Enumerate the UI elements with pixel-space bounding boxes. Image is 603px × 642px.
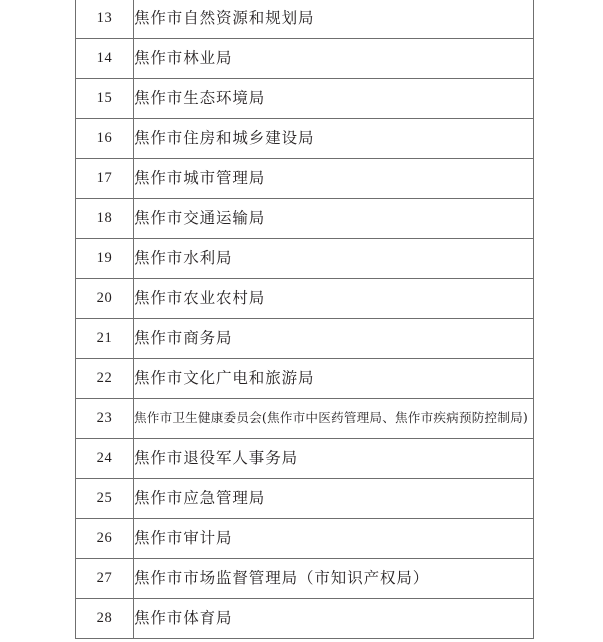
agency-name-cell [134,119,534,159]
agency-list-table [75,0,534,639]
row-index-cell: 26 [76,519,134,559]
table-row [76,159,534,199]
agency-name-text: 焦作市生态环境局 [134,88,266,107]
agency-name-cell [134,199,534,239]
table-row [76,319,534,359]
row-index-cell: 27 [76,559,134,599]
table-row [76,119,534,159]
agency-name-text: 焦作市水利局 [134,248,233,267]
row-index-cell: 23 [76,399,134,439]
agency-name-cell [134,599,534,639]
table-row [76,399,534,439]
row-index-cell: 17 [76,159,134,199]
row-index-cell: 19 [76,239,134,279]
agency-name-cell [134,399,534,439]
row-index-cell: 16 [76,119,134,159]
agency-name-cell [134,359,534,399]
agency-name-cell [134,159,534,199]
agency-name-text: 焦作市自然资源和规划局 [134,8,315,27]
agency-name-cell [134,479,534,519]
table-row [76,599,534,639]
agency-name-text: 焦作市退役军人事务局 [134,448,299,467]
row-index-cell: 20 [76,279,134,319]
agency-name-text: 焦作市城市管理局 [134,168,266,187]
agency-name-text: 焦作市审计局 [134,528,233,547]
agency-name-text: 焦作市文化广电和旅游局 [134,368,315,387]
table-row [76,359,534,399]
agency-name-text: 焦作市农业农村局 [134,288,266,307]
row-index-cell: 18 [76,199,134,239]
table-row [76,239,534,279]
row-index-cell: 24 [76,439,134,479]
agency-name-text: 焦作市体育局 [134,608,233,627]
agency-name-text: 焦作市住房和城乡建设局 [134,128,315,147]
agency-name-text: 焦作市林业局 [134,48,233,67]
agency-name-cell [134,519,534,559]
agency-name-cell [134,319,534,359]
row-index-cell: 22 [76,359,134,399]
agency-name-text: 焦作市商务局 [134,328,233,347]
table-row [76,439,534,479]
row-index-cell: 15 [76,79,134,119]
agency-name-text: 焦作市市场监督管理局（市知识产权局） [134,568,430,587]
table-row [76,479,534,519]
table-row [76,199,534,239]
table-row [76,279,534,319]
row-index-cell: 13 [76,0,134,39]
agency-name-cell [134,559,534,599]
agency-name-cell [134,279,534,319]
row-index-cell: 21 [76,319,134,359]
table-row [76,559,534,599]
agency-name-text: 焦作市卫生健康委员会(焦作市中医药管理局、焦作市疾病预防控制局) [134,410,529,426]
agency-name-cell [134,239,534,279]
table-row [76,519,534,559]
agency-name-cell [134,0,534,39]
agency-name-text: 焦作市交通运输局 [134,208,266,227]
agency-name-cell [134,39,534,79]
row-index-cell: 14 [76,39,134,79]
table-body [76,0,534,639]
agency-name-text: 焦作市应急管理局 [134,488,266,507]
table-row [76,0,534,39]
agency-name-cell [134,439,534,479]
agency-name-cell [134,79,534,119]
table-row [76,39,534,79]
row-index-cell: 25 [76,479,134,519]
row-index-cell: 28 [76,599,134,639]
table-row [76,79,534,119]
